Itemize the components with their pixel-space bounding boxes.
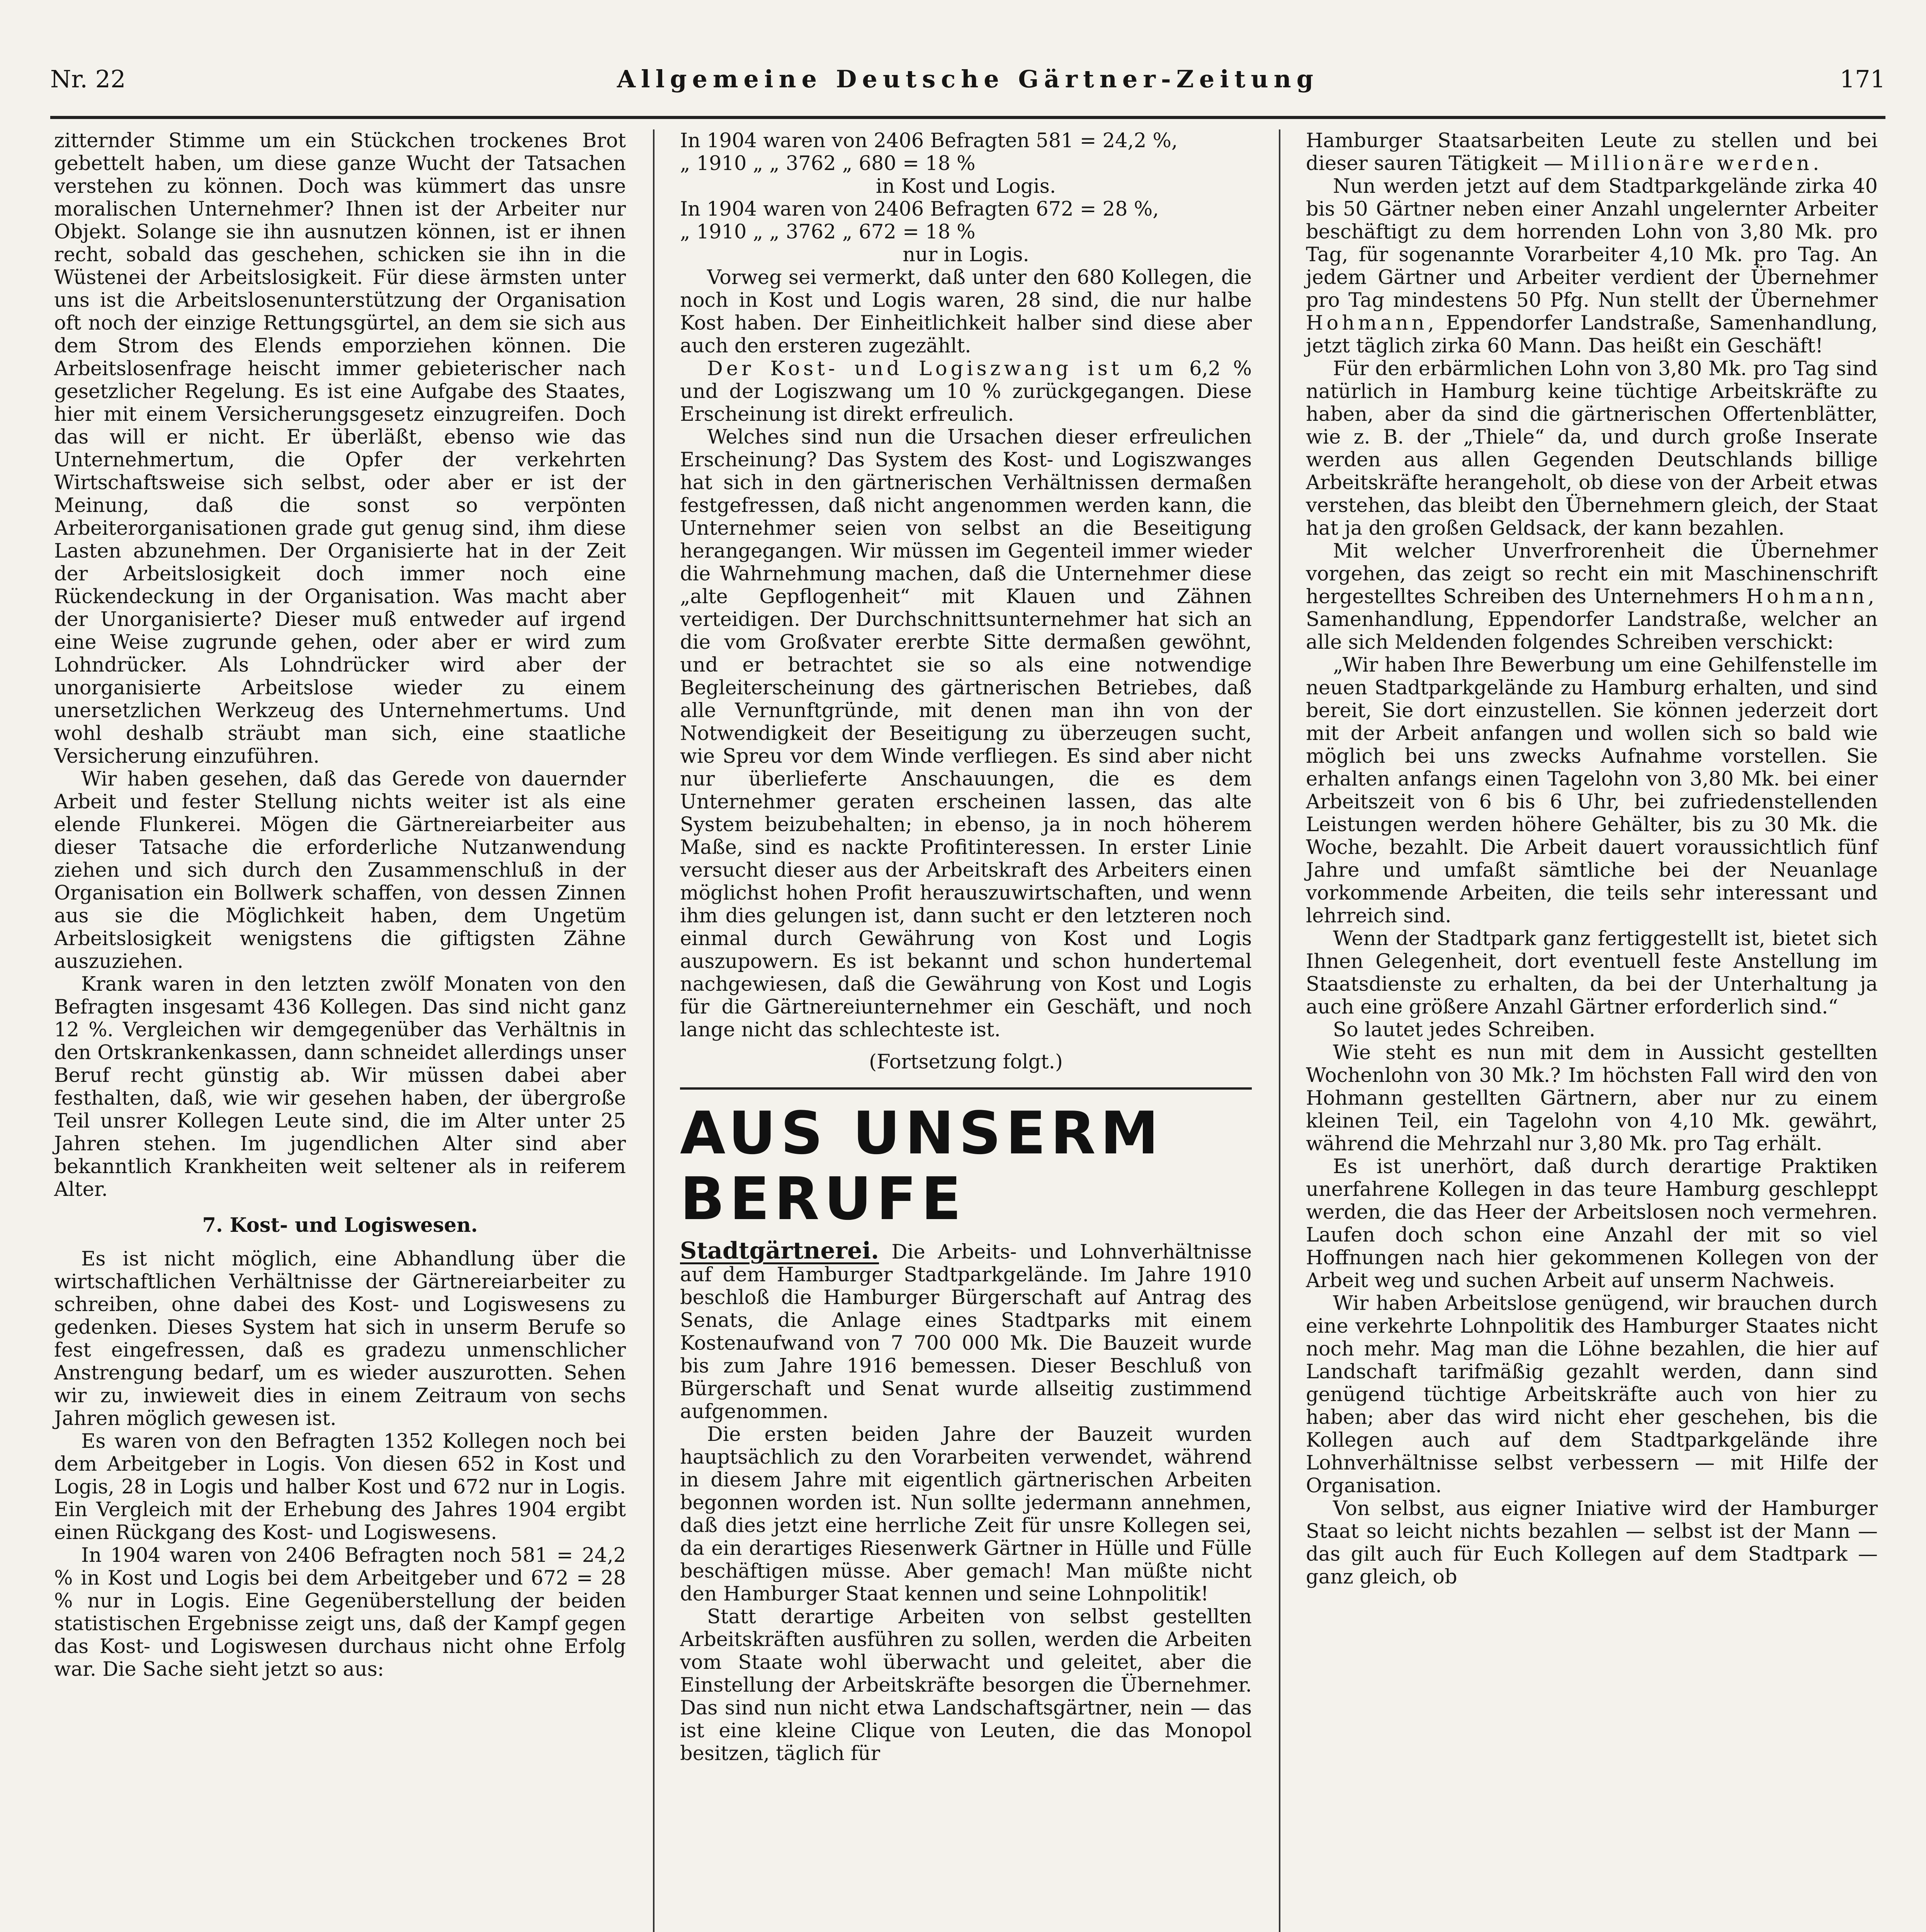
spaced-emphasis: Hohmann, (1306, 312, 1438, 335)
running-head (50, 62, 1885, 104)
paragraph-text: 6,2 % und der Logiszwang um 10 % zurückgegangen. Diese Erscheinung ist direkt erfreulich. (680, 357, 1252, 426)
stat-line: nur in Logis. (903, 243, 1029, 266)
column-rule (1279, 129, 1280, 1932)
paragraph (680, 1237, 1252, 1423)
paragraph: Welches sind nun die Ursachen dieser erfreulichen Erscheinung? Das System des Kost- und Logiszwanges hat sich in den gärtnerischen Verhältnissen dermaßen festgefressen, daß nicht angenommen werden kann, die Unternehmer seien von selbst an die Beseitigung herangegangen. Wir müssen im Gegenteil immer wieder die Wahrnehmung machen, daß die Unternehmer diese „alte Gepflogenheit“ mit Klauen und Zähnen verteidigen. Der Durchschnittsunternehmer hat sich an die vom Großvater ererbte Sitte dermaßen gewöhnt, und er betrachtet sie so als eine notwendige Begleiterscheinung des gärtnerischen Betriebes, daß alle Vernunftgründe, mit denen man ihn von der Notwendigkeit der Beseitigung zu überzeugen sucht, wie Spreu vor dem Winde verfliegen. Es sind aber nicht nur überlieferte Anschauungen, die es dem Unternehmer geraten erscheinen lassen, das alte System beizubehalten; in ebenso, ja in noch höherem Maße, sind es nackte Profitinteressen. In erster Linie versucht dieser aus der Arbeitskraft des Arbeiters einen möglichst hohen Profit herauszuwirtschaften, und wenn ihm dies gelungen ist, dann sucht er den letzteren noch einmal durch Gewährung von Kost und Logis auszupowern. Es ist bekannt und schon hundertemal nachgewiesen, daß die Gewährung von Kost und Logis für die Gärtnereiunternehmer ein Geschäft, und noch lange nicht das schlechteste ist. (680, 426, 1252, 1041)
paragraph-text: Eppendorfer Landstraße, Samenhandlung, jetzt täglich zirka 60 Mann. Das heißt ein Geschäft! (1306, 312, 1878, 357)
quoted-letter: „Wir haben Ihre Bewerbung um eine Gehilfenstelle im neuen Stadtparkgelände zu Hamburg erhalten, und sind bereit, Sie dort einzustellen. Sie können jederzeit dort mit der Arbeit anfangen und wollen sich so bald wie möglich bei uns zwecks Aufnahme vorstellen. Sie erhalten anfangs einen Tagelohn von 3,80 Mk. bei einer Arbeitszeit von 6 bis 6 Uhr, bei zufriedenstellenden Leistungen werden höhere Gehälter, bis zu 30 Mk. die Woche, bezahlt. Die Arbeit dauert voraussichtlich fünf Jahre und umfaßt sämtliche bei der Neuanlage vorkommende Arbeiten, die teils sehr interessant und lehrreich sind. (1306, 654, 1878, 927)
column-1 (54, 129, 626, 1932)
section-rule (680, 1087, 1252, 1090)
stat-line: In 1904 waren von 2406 Befragten 672 = 28 %, (680, 198, 1159, 221)
continued-note: (Fortsetzung folgt.) (869, 1051, 1063, 1073)
paragraph: Für den erbärmlichen Lohn von 3,80 Mk. pro Tag sind natürlich in Hamburg keine tüchtige Arbeitskräfte zu haben, aber da sind die gärtnerischen Offertenblätter, wie z. B. der „Thiele“ da, und durch große Inserate werden aus allen Gegenden Deutschlands billige Arbeitskräfte herangeholt, ob diese von der Arbeit etwas verstehen, das bleibt den Übernehmern gleich, der Staat hat ja den großen Geldsack, der kann bezahlen. (1306, 357, 1878, 540)
paragraph: Wir haben Arbeitslose genügend, wir brauchen durch eine verkehrte Lohnpolitik des Hamburger Staates nicht noch mehr. Mag man die Löhne bezahlen, die hier auf Landschaft tarifmäßig gezahlt werden, dann sind genügend tüchtige Arbeitskräfte auch von hier zu haben; aber das wird nicht eher geschehen, bis die Kollegen auch auf dem Stadtparkgelände ihre Lohnverhältnisse selbst verbessern — mit Hilfe der Organisation. (1306, 1292, 1878, 1497)
spaced-emphasis: Hohmann, (1746, 585, 1878, 608)
stat-line: „ 1910 „ „ 3762 „ 680 = 18 % (680, 152, 976, 175)
stat-line: in Kost und Logis. (875, 175, 1056, 198)
stat-line: „ 1910 „ „ 3762 „ 672 = 18 % (680, 221, 976, 243)
paragraph-text: Samenhandlung, Eppendorfer Landstraße, welcher an alle sich Meldenden folgendes Schreiben verschickt: (1306, 608, 1878, 654)
section-title: AUS UNSERM BERUFE (680, 1099, 1164, 1233)
paragraph: Statt derartige Arbeiten von selbst gestellten Arbeitskräften ausführen zu sollen, werden die Arbeiten vom Staate wohl überwacht und geleitet, aber die Einstellung der Arbeitskräfte besorgen die Übernehmer. Das sind nun nicht etwa Landschaftsgärtner, nein — das ist eine kleine Clique von Leuten, die das Monopol besitzen, täglich für (680, 1605, 1252, 1765)
spaced-emphasis: Der Kost- und Logiszwang ist um (707, 357, 1177, 380)
paragraph: Wie steht es nun mit dem in Aussicht gestellten Wochenlohn von 30 Mk.? Im höchsten Fall wird den von Hohmann gestellten Gärtnern, aber nur zu einem kleinen Teil, ein Tagelohn von 4,10 Mk. gewährt, während die Mehrzahl nur 3,80 Mk. pro Tag erhält. (1306, 1041, 1878, 1155)
paragraph: Krank waren in den letzten zwölf Monaten von den Befragten insgesamt 436 Kollegen. Das sind nicht ganz 12 %. Vergleichen wir demgegenüber das Verhältnis in den Ortskrankenkassen, dann schneidet allerdings unser Beruf recht günstig ab. Wir müssen dabei aber festhalten, daß, wie wir gesehen haben, der übergroße Teil unsrer Kollegen Leute sind, die im Alter unter 25 Jahren stehen. Im jugendlichen Alter sind aber bekanntlich Krankheiten weit seltener als in reiferem Alter. (54, 973, 626, 1201)
column-rule (653, 129, 654, 1932)
paragraph: Wir haben gesehen, daß das Gerede von dauernder Arbeit und fester Stellung nichts weiter ist als eine elende Flunkerei. Mögen die Gärtnereiarbeiter aus dieser Tatsache die erforderliche Nutzanwendung ziehen und sich durch den Zusammenschluß in der Organisation ein Bollwerk schaffen, von dessen Zinnen aus sie die Möglichkeit haben, dem Ungetüm Arbeitslosigkeit wenigstens die giftigsten Zähne auszuziehen. (54, 768, 626, 973)
paragraph-text: Nun werden jetzt auf dem Stadtparkgelände zirka 40 bis 50 Gärtner neben einer Anzahl ungelernter Arbeiter beschäftigt zu dem horrenden Lohn von 3,80 Mk. pro Tag, für sogenannte Vorarbeiter 4,10 Mk. pro Tag. An jedem Gärtner und Arbeiter verdient der Übernehmer pro Tag mindestens 50 Pfg. Nun stellt der Übernehmer (1306, 175, 1878, 312)
header-rule (50, 116, 1885, 119)
paragraph-text: Hamburger Stadtparkgelände. Im Jahre 1910 beschloß die Hamburger Bürgerschaft auf Antrag des Senats, die Anlage eines Stadtparks mit einem Kostenaufwand von 7 700 000 Mk. Die Bauzeit wurde bis zum Jahre 1916 bemessen. Dieser Beschluß von Bürgerschaft und Senat wurde allseitig zustimmend aufgenommen. (680, 1264, 1252, 1423)
quoted-letter: Wenn der Stadtpark ganz fertiggestellt ist, bietet sich Ihnen Gelegenheit, dort eventuell feste Anstellung im Staatsdienste zu erhalten, da bei der Unterhaltung ja auch eine größere Anzahl Gärtner erforderlich sind.“ (1306, 927, 1878, 1019)
paragraph: Es ist unerhört, daß durch derartige Praktiken unerfahrene Kollegen in das teure Hamburg geschleppt werden, die das Heer der Arbeitslosen noch vermehren. Laufen doch schon eine Anzahl der mit so viel Hoffnungen nach hier gekommenen Kollegen von der Arbeit weg und suchen Arbeit auf unserm Nachweis. (1306, 1155, 1878, 1292)
paragraph: In 1904 waren von 2406 Befragten noch 581 = 24,2 % in Kost und Logis bei dem Arbeitgeber und 672 = 28 % nur in Logis. Eine Gegenüberstellung der beiden statistischen Ergebnisse zeigt uns, daß der Kampf gegen das Kost- und Logiswesen durchaus nicht ohne Erfolg war. Die Sache sieht jetzt so aus: (54, 1544, 626, 1681)
column-3 (1306, 129, 1878, 1932)
paragraph-text: Mit welcher Unverfrorenheit die Übernehmer vorgehen, das zeigt so recht ein mit Maschinenschrift hergestelltes Schreiben des Unternehmers (1306, 540, 1878, 608)
paragraph: So lautet jedes Schreiben. (1333, 1019, 1596, 1041)
paragraph: Es waren von den Befragten 1352 Kollegen noch bei dem Arbeitgeber in Logis. Von diesen 652 in Kost und Logis, 28 in Logis und halber Kost und 672 nur in Logis. Ein Vergleich mit der Erhebung des Jahres 1904 ergibt einen Rückgang des Kost- und Logiswesens. (54, 1430, 626, 1544)
paragraph (680, 357, 1252, 426)
issue-number: Nr. 22 (50, 65, 126, 93)
newspaper-title: Allgemeine Deutsche Gärtner-Zeitung (617, 65, 1319, 93)
stat-line: In 1904 waren von 2406 Befragten 581 = 24,2 %, (680, 129, 1178, 152)
paragraph (1306, 540, 1878, 654)
paragraph-text: Die Arbeits- und Lohnverhältnisse auf dem (680, 1241, 1252, 1286)
spaced-emphasis: Millionäre werden. (1569, 152, 1823, 175)
column-2 (680, 129, 1252, 1932)
paragraph: zitternder Stimme um ein Stückchen trockenes Brot gebettelt haben, um diese ganze Wucht der Tatsachen verstehen zu können. Doch was kümmert das unsre moralischen Unternehmer? Ihnen ist der Arbeiter nur Objekt. Solange sie ihn ausnutzen können, ist er ihnen recht, sobald das geschehen, schicken sie ihn in die Wüstenei der Arbeitslosigkeit. Für diese ärmsten unter uns ist die Arbeitslosenunterstützung der Organisation oft noch der einzige Rettungsgürtel, an dem sie sich aus dem Strom des Elends emporziehen können. Die Arbeitslosenfrage heischt immer gebieterischer nach gesetzlicher Regelung. Es ist eine Aufgabe des Staates, hier mit einem Versicherungsgesetz einzugreifen. Doch das will er nicht. Er überläßt, ebenso wie das Unternehmertum, die Opfer der verkehrten Wirtschaftsweise sich selbst, oder aber er ist der Meinung, daß die sonst so verpönten Arbeiterorganisationen grade gut genug sind, ihm diese Lasten abzunehmen. Der Organisierte hat in der Zeit der Arbeitslosigkeit doch immer noch eine Rückendeckung in der Organisation. Was macht aber der Unorganisierte? Dieser muß entweder auf irgend eine Weise zugrunde gehen, oder aber er wird zum Lohndrücker. Als Lohndrücker wird aber der unorganisierte Arbeitslose wieder zu einem unersetzlichen Werkzeug des Unternehmertums. Und wohl deshalb sträubt man sich, eine staatliche Versicherung einzuführen. (54, 129, 626, 768)
paragraph: Von selbst, aus eigner Iniative wird der Hamburger Staat so leicht nichts bezahlen — selbst ist der Mann — das gilt auch für Euch Kollegen auf dem Stadtpark — ganz gleich, ob (1306, 1497, 1878, 1588)
paragraph: Vorweg sei vermerkt, daß unter den 680 Kollegen, die noch in Kost und Logis waren, 28 sind, die nur halbe Kost haben. Der Einheitlichkeit halber sind diese aber auch den ersteren zugezählt. (680, 266, 1252, 357)
paragraph (1306, 175, 1878, 357)
paragraph-text: Hamburger Staatsarbeiten Leute zu stellen und bei dieser sauren Tätigkeit — (1306, 129, 1878, 175)
section-heading: 7. Kost- und Logiswesen. (202, 1214, 478, 1237)
page-number: 171 (1839, 65, 1885, 93)
statistics-block (680, 129, 1252, 266)
run-in-heading: Stadtgärtnerei. (680, 1237, 879, 1264)
paragraph: Die ersten beiden Jahre der Bauzeit wurden hauptsächlich zu den Vorarbeiten verwendet, während in diesem Jahre mit eigentlich gärtnerischen Arbeiten begonnen worden ist. Nun sollte jedermann annehmen, daß dies jetzt eine herrliche Zeit für unsre Kollegen sei, da ein derartiges Riesenwerk Gärtner in Hülle und Fülle beschäftigen müsse. Aber gemach! Man müßte nicht den Hamburger Staat kennen und seine Lohnpolitik! (680, 1423, 1252, 1605)
paragraph (1306, 129, 1878, 175)
paragraph: Es ist nicht möglich, eine Abhandlung über die wirtschaftlichen Verhältnisse der Gärtnereiarbeiter zu schreiben, ohne dabei des Kost- und Logiswesens zu gedenken. Dieses System hat sich in unserm Berufe so fest eingefressen, daß es gradezu unmenschlicher Anstrengung bedarf, um es wieder auszurotten. Sehen wir zu, inwieweit dies in einem Zeitraum von sechs Jahren möglich gewesen ist. (54, 1248, 626, 1430)
